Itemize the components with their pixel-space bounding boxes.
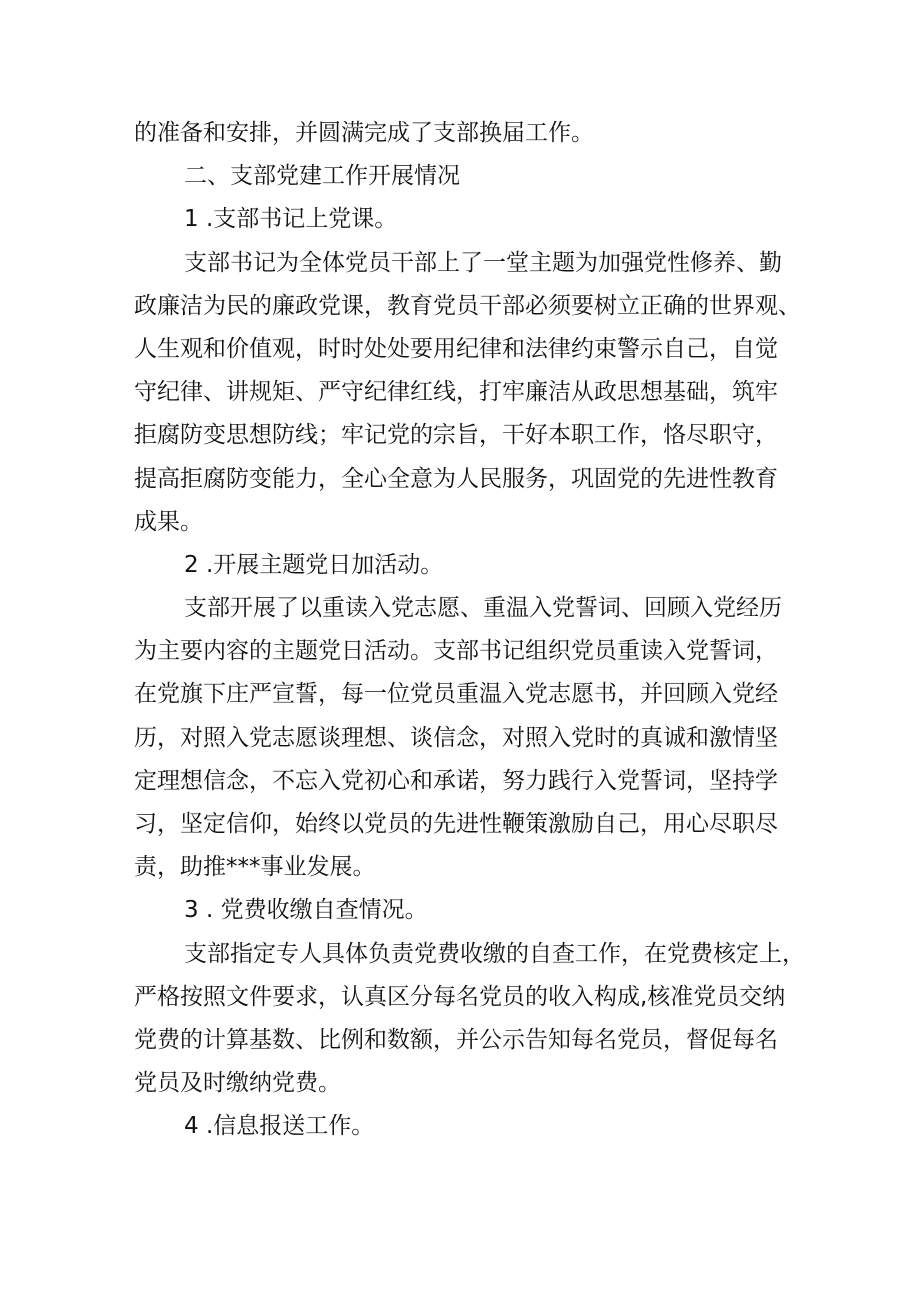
text-line: 拒腐防变思想防线；牢记党的宗旨，干好本职工作，恪尽职守，: [134, 422, 778, 449]
text-line: 习，坚定信仰，始终以党员的先进性鞭策激励自己，用心尽职尽: [134, 811, 778, 837]
item-heading: 4 .信息报送工作。: [184, 1113, 375, 1140]
item-heading: 3 . 党费收缴自查情况。: [184, 897, 428, 924]
text-line: 成果。: [134, 508, 203, 535]
text-line: 历，对照入党志愿谈理想、谈信念，对照入党时的真诚和激情坚: [134, 724, 778, 751]
text-line: 提高拒腐防变能力，全心全意为人民服务，巩固党的先进性教育: [134, 465, 778, 492]
text-line: 的准备和安排，并圆满完成了支部换届工作。: [134, 120, 594, 146]
text-line: 政廉洁为民的廉政党课，教育党员干部必须要树立正确的世界观、: [134, 292, 801, 319]
text-line: 人生观和价值观，时时处处要用纪律和法律约束警示自己，自觉: [134, 335, 778, 362]
text-line: 支部指定专人具体负责党费收缴的自查工作，在党费核定上，: [184, 940, 805, 967]
text-line: 支部开展了以重读入党志愿、重温入党誓词、回顾入党经历: [184, 595, 782, 622]
item-heading: 2 .开展主题党日加活动。: [184, 551, 444, 578]
section-heading: 二、支部党建工作开展情况: [184, 163, 460, 190]
text-line: 严格按照文件要求，认真区分每名党员的收入构成,核准党员交纳: [134, 983, 786, 1010]
text-line: 党费的计算基数、比例和数额，并公示告知每名党员，督促每名: [134, 1026, 778, 1053]
text-line: 为主要内容的主题党日活动。支部书记组织党员重读入党誓词，: [134, 638, 778, 665]
text-line: 责，助推***事业发展。: [134, 854, 376, 881]
text-line: 支部书记为全体党员干部上了一堂主题为加强党性修养、勤: [184, 249, 782, 276]
text-line: 在党旗下庄严宣誓，每一位党员重温入党志愿书，并回顾入党经: [134, 681, 778, 708]
text-line: 定理想信念，不忘入党初心和承诺，努力践行入党誓词，坚持学: [134, 767, 778, 794]
text-line: 党员及时缴纳党费。: [134, 1070, 341, 1097]
document-body: [134, 112, 814, 1149]
item-heading: 1 .支部书记上党课。: [184, 206, 398, 233]
text-line: 守纪律、讲规矩、严守纪律红线，打牢廉洁从政思想基础，筑牢: [134, 379, 778, 406]
